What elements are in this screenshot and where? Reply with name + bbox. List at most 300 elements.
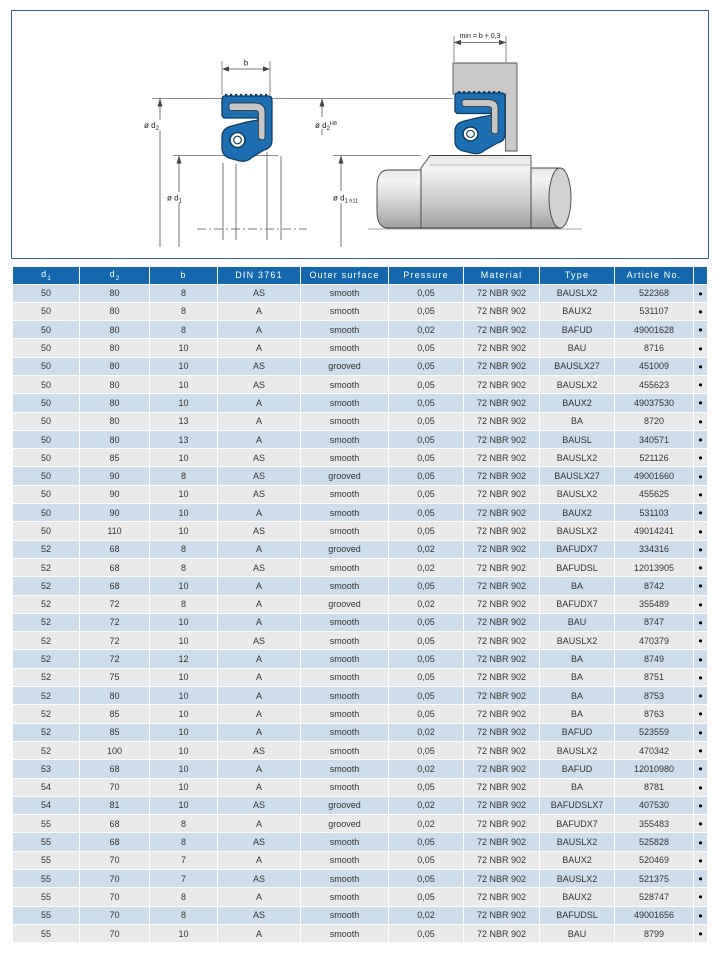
table-cell: 72 NBR 902 [464, 376, 539, 393]
table-cell: 85 [80, 705, 149, 722]
table-cell: BAFUDX7 [540, 541, 614, 558]
availability-dot: ● [694, 596, 707, 613]
table-cell: 8716 [615, 339, 693, 356]
table-cell: AS [218, 522, 300, 539]
availability-dot: ● [694, 504, 707, 521]
table-cell: smooth [301, 486, 388, 503]
table-cell: 8 [150, 596, 217, 613]
table-cell: smooth [301, 394, 388, 411]
table-row [13, 724, 707, 741]
table-cell: 52 [13, 650, 79, 667]
table-cell: 0,02 [389, 907, 463, 924]
table-cell: 72 NBR 902 [464, 614, 539, 631]
table-cell: 0,05 [389, 486, 463, 503]
table-cell: 13 [150, 431, 217, 448]
table-cell: 52 [13, 577, 79, 594]
arrow-icon [158, 99, 163, 107]
availability-dot: ● [694, 705, 707, 722]
table-cell: 455623 [615, 376, 693, 393]
table-cell: 80 [80, 413, 149, 430]
table-cell: 470379 [615, 632, 693, 649]
table-cell: 72 NBR 902 [464, 303, 539, 320]
table-cell: 52 [13, 687, 79, 704]
table-row [13, 339, 707, 356]
dim-label-d1h11: ø $d_1$ h11 [333, 193, 359, 205]
table-cell: 50 [13, 504, 79, 521]
table-cell: 12013905 [615, 559, 693, 576]
table-cell: AS [218, 833, 300, 850]
table-cell: 8 [150, 303, 217, 320]
table-cell: A [218, 413, 300, 430]
table-cell: 72 NBR 902 [464, 339, 539, 356]
table-cell: 72 NBR 902 [464, 650, 539, 667]
availability-dot: ● [694, 358, 707, 375]
table-cell: BAUSLX2 [540, 742, 614, 759]
table-cell: grooved [301, 541, 388, 558]
dim-label-min: min = b + 0,3 [459, 33, 501, 40]
table-cell: 80 [80, 303, 149, 320]
table-cell: smooth [301, 449, 388, 466]
table-cell: BAU [540, 339, 614, 356]
table-cell: 0,05 [389, 650, 463, 667]
table-cell: grooved [301, 596, 388, 613]
table-cell: 110 [80, 522, 149, 539]
availability-dot: ● [694, 724, 707, 741]
table-cell: BAFUDX7 [540, 596, 614, 613]
column-header [694, 267, 707, 284]
table-cell: 72 NBR 902 [464, 760, 539, 777]
table-cell: 72 [80, 650, 149, 667]
table-row [13, 907, 707, 924]
table-cell: BAUSLX2 [540, 632, 614, 649]
table-cell: 10 [150, 742, 217, 759]
availability-dot: ● [694, 339, 707, 356]
table-cell: 49001660 [615, 467, 693, 484]
table-cell: 50 [13, 358, 79, 375]
availability-dot: ● [694, 394, 707, 411]
table-cell: 0,05 [389, 852, 463, 869]
column-header: b [150, 267, 217, 284]
table-cell: 68 [80, 577, 149, 594]
table-cell: 8781 [615, 779, 693, 796]
table-cell: smooth [301, 321, 388, 338]
table-cell: 50 [13, 285, 79, 302]
table-cell: 72 NBR 902 [464, 358, 539, 375]
availability-dot: ● [694, 870, 707, 887]
table-cell: 52 [13, 596, 79, 613]
table-row [13, 541, 707, 558]
table-cell: BAU [540, 614, 614, 631]
seal-cross-section-left [222, 95, 272, 161]
availability-dot: ● [694, 413, 707, 430]
table-cell: 0,05 [389, 467, 463, 484]
table-cell: A [218, 779, 300, 796]
table-cell: BAUSL [540, 431, 614, 448]
table-cell: 8 [150, 815, 217, 832]
table-row [13, 559, 707, 576]
table-cell: 75 [80, 669, 149, 686]
table-cell: A [218, 614, 300, 631]
table-row [13, 925, 707, 942]
table-cell: 72 NBR 902 [464, 577, 539, 594]
table-cell: 531107 [615, 303, 693, 320]
availability-dot: ● [694, 907, 707, 924]
availability-dot: ● [694, 577, 707, 594]
table-cell: smooth [301, 687, 388, 704]
table-cell: AS [218, 449, 300, 466]
table-cell: 72 NBR 902 [464, 705, 539, 722]
table-cell: 528747 [615, 888, 693, 905]
table-cell: smooth [301, 559, 388, 576]
table-cell: 0,05 [389, 705, 463, 722]
table-cell: BAFUDX7 [540, 815, 614, 832]
table-row [13, 669, 707, 686]
table-cell: grooved [301, 467, 388, 484]
table-cell: 10 [150, 687, 217, 704]
table-cell: 72 NBR 902 [464, 852, 539, 869]
table-cell: 52 [13, 669, 79, 686]
table-cell: 8 [150, 559, 217, 576]
table-cell: AS [218, 870, 300, 887]
table-cell: 0,05 [389, 687, 463, 704]
table-cell: 80 [80, 431, 149, 448]
table-cell: AS [218, 907, 300, 924]
table-cell: 72 NBR 902 [464, 522, 539, 539]
table-cell: 50 [13, 431, 79, 448]
table-cell: 70 [80, 779, 149, 796]
arrow-icon [454, 40, 461, 45]
table-cell: 7 [150, 870, 217, 887]
table-cell: 49001656 [615, 907, 693, 924]
table-cell: smooth [301, 522, 388, 539]
availability-dot: ● [694, 486, 707, 503]
table-cell: 49001628 [615, 321, 693, 338]
table-cell: 10 [150, 724, 217, 741]
table-cell: BAUX2 [540, 394, 614, 411]
column-header: Material [464, 267, 539, 284]
table-cell: BAUX2 [540, 504, 614, 521]
table-row [13, 888, 707, 905]
table-cell: 10 [150, 376, 217, 393]
table-cell: BAFUD [540, 760, 614, 777]
column-header: $d_1$ [13, 267, 79, 284]
table-cell: A [218, 541, 300, 558]
table-cell: BAUSLX2 [540, 449, 614, 466]
table-cell: BAUSLX27 [540, 467, 614, 484]
table-cell: 52 [13, 742, 79, 759]
table-cell: 10 [150, 669, 217, 686]
table-cell: 0,05 [389, 449, 463, 466]
table-cell: 10 [150, 760, 217, 777]
table-cell: smooth [301, 339, 388, 356]
table-cell: 0,05 [389, 431, 463, 448]
table-cell: 80 [80, 376, 149, 393]
table-cell: 81 [80, 797, 149, 814]
table-row [13, 394, 707, 411]
availability-dot: ● [694, 797, 707, 814]
table-cell: A [218, 669, 300, 686]
table-cell: smooth [301, 907, 388, 924]
table-row [13, 687, 707, 704]
table-cell: AS [218, 285, 300, 302]
table-cell: 72 NBR 902 [464, 486, 539, 503]
table-cell: 8 [150, 541, 217, 558]
table-cell: 68 [80, 760, 149, 777]
table-cell: 72 NBR 902 [464, 504, 539, 521]
garter-spring-core [467, 130, 475, 137]
table-cell: smooth [301, 285, 388, 302]
table-cell: 72 NBR 902 [464, 724, 539, 741]
table-cell: 50 [13, 339, 79, 356]
table-cell: 0,02 [389, 760, 463, 777]
availability-dot: ● [694, 522, 707, 539]
table-cell: 10 [150, 358, 217, 375]
arrow-icon [339, 156, 344, 164]
table-row [13, 760, 707, 777]
table-cell: 8 [150, 467, 217, 484]
table-cell: 8763 [615, 705, 693, 722]
table-row [13, 431, 707, 448]
table-cell: BAUX2 [540, 303, 614, 320]
table-cell: 455625 [615, 486, 693, 503]
table-row [13, 303, 707, 320]
arrow-icon [499, 40, 506, 45]
table-cell: AS [218, 358, 300, 375]
table-cell: 0,05 [389, 504, 463, 521]
arrow-icon [222, 66, 229, 71]
table-cell: 72 NBR 902 [464, 559, 539, 576]
table-cell: smooth [301, 632, 388, 649]
table-cell: 8 [150, 285, 217, 302]
table-cell: A [218, 577, 300, 594]
availability-dot: ● [694, 541, 707, 558]
arrow-icon [177, 156, 182, 164]
table-cell: BAUX2 [540, 888, 614, 905]
table-cell: 50 [13, 522, 79, 539]
column-header: Outer surface [301, 267, 388, 284]
table-cell: 72 NBR 902 [464, 632, 539, 649]
table-cell: AS [218, 559, 300, 576]
availability-dot: ● [694, 632, 707, 649]
table-cell: smooth [301, 779, 388, 796]
table-cell: smooth [301, 742, 388, 759]
table-cell: smooth [301, 303, 388, 320]
table-cell: 90 [80, 486, 149, 503]
table-cell: A [218, 303, 300, 320]
table-cell: 72 NBR 902 [464, 596, 539, 613]
table-cell: 72 NBR 902 [464, 742, 539, 759]
table-cell: 0,05 [389, 413, 463, 430]
table-cell: BA [540, 577, 614, 594]
table-cell: 80 [80, 339, 149, 356]
table-cell: 72 [80, 596, 149, 613]
availability-dot: ● [694, 669, 707, 686]
table-cell: BAFUD [540, 724, 614, 741]
availability-dot: ● [694, 815, 707, 832]
table-row [13, 358, 707, 375]
table-cell: AS [218, 632, 300, 649]
arrow-icon [320, 99, 325, 107]
table-cell: 525828 [615, 833, 693, 850]
arrow-icon [263, 66, 270, 71]
table-cell: 10 [150, 449, 217, 466]
table-cell: 72 NBR 902 [464, 321, 539, 338]
table-cell: 70 [80, 925, 149, 942]
table-cell: 0,05 [389, 614, 463, 631]
spec-table-container [12, 266, 708, 943]
table-cell: AS [218, 742, 300, 759]
table-cell: 12 [150, 650, 217, 667]
table-cell: 0,05 [389, 285, 463, 302]
table-cell: 407530 [615, 797, 693, 814]
table-cell: 470342 [615, 742, 693, 759]
table-cell: 0,05 [389, 888, 463, 905]
table-cell: 50 [13, 486, 79, 503]
right-view-installation [313, 33, 582, 247]
table-row [13, 614, 707, 631]
table-cell: 10 [150, 522, 217, 539]
table-cell: A [218, 705, 300, 722]
dim-label-d2: ø $d_2$ [144, 121, 159, 132]
table-cell: 10 [150, 925, 217, 942]
table-cell: smooth [301, 431, 388, 448]
shaft-3d [368, 156, 582, 230]
table-cell: 50 [13, 467, 79, 484]
table-cell: 0,05 [389, 358, 463, 375]
table-cell: 0,02 [389, 797, 463, 814]
table-cell: 52 [13, 559, 79, 576]
shaft-small-section [377, 170, 421, 228]
table-row [13, 413, 707, 430]
table-cell: 90 [80, 467, 149, 484]
table-cell: 520469 [615, 852, 693, 869]
table-cell: 68 [80, 559, 149, 576]
table-row [13, 577, 707, 594]
table-cell: AS [218, 467, 300, 484]
table-cell: 55 [13, 852, 79, 869]
table-cell: 52 [13, 724, 79, 741]
table-cell: BAUSLX2 [540, 376, 614, 393]
table-row [13, 449, 707, 466]
table-cell: 80 [80, 687, 149, 704]
availability-dot: ● [694, 925, 707, 942]
table-cell: BAUSLX27 [540, 358, 614, 375]
table-row [13, 522, 707, 539]
table-cell: 50 [13, 303, 79, 320]
table-cell: 72 [80, 614, 149, 631]
availability-dot: ● [694, 779, 707, 796]
table-cell: smooth [301, 724, 388, 741]
table-cell: 70 [80, 888, 149, 905]
table-cell: A [218, 504, 300, 521]
table-cell: 80 [80, 394, 149, 411]
table-cell: 10 [150, 705, 217, 722]
table-cell: A [218, 724, 300, 741]
table-row [13, 833, 707, 850]
spec-table [12, 266, 708, 943]
table-cell: smooth [301, 413, 388, 430]
table-cell: smooth [301, 669, 388, 686]
table-row [13, 632, 707, 649]
table-cell: 85 [80, 724, 149, 741]
table-row [13, 467, 707, 484]
table-cell: 72 NBR 902 [464, 687, 539, 704]
column-header: Article No. [615, 267, 693, 284]
table-cell: 68 [80, 815, 149, 832]
table-cell: grooved [301, 815, 388, 832]
table-cell: 100 [80, 742, 149, 759]
table-cell: 53 [13, 760, 79, 777]
availability-dot: ● [694, 650, 707, 667]
column-header: Type [540, 267, 614, 284]
table-cell: 72 NBR 902 [464, 394, 539, 411]
table-cell: 55 [13, 907, 79, 924]
table-cell: 0,05 [389, 577, 463, 594]
table-row [13, 870, 707, 887]
column-header: DIN 3761 [218, 267, 300, 284]
table-cell: 10 [150, 339, 217, 356]
table-cell: 52 [13, 632, 79, 649]
table-cell: AS [218, 486, 300, 503]
table-cell: 72 NBR 902 [464, 815, 539, 832]
table-cell: BA [540, 705, 614, 722]
table-cell: A [218, 394, 300, 411]
availability-dot: ● [694, 614, 707, 631]
table-row [13, 742, 707, 759]
table-cell: 50 [13, 449, 79, 466]
table-cell: 340571 [615, 431, 693, 448]
table-cell: 80 [80, 321, 149, 338]
table-cell: 0,05 [389, 339, 463, 356]
table-cell: smooth [301, 614, 388, 631]
table-cell: 0,05 [389, 742, 463, 759]
table-cell: smooth [301, 852, 388, 869]
table-row [13, 705, 707, 722]
table-cell: AS [218, 376, 300, 393]
table-cell: 0,05 [389, 669, 463, 686]
table-cell: 7 [150, 852, 217, 869]
table-cell: 10 [150, 632, 217, 649]
table-cell: A [218, 852, 300, 869]
table-cell: 80 [80, 285, 149, 302]
table-cell: 49014241 [615, 522, 693, 539]
table-body [13, 285, 707, 943]
table-cell: 0,05 [389, 833, 463, 850]
table-cell: A [218, 650, 300, 667]
availability-dot: ● [694, 449, 707, 466]
table-cell: 355489 [615, 596, 693, 613]
table-cell: 52 [13, 614, 79, 631]
table-cell: 10 [150, 504, 217, 521]
dim-label-d1: ø $d_1$ [167, 193, 182, 205]
table-cell: 355483 [615, 815, 693, 832]
availability-dot: ● [694, 888, 707, 905]
availability-dot: ● [694, 321, 707, 338]
table-cell: 8720 [615, 413, 693, 430]
table-cell: 8747 [615, 614, 693, 631]
drawing-frame [12, 11, 709, 259]
table-cell: A [218, 596, 300, 613]
table-cell: 8 [150, 833, 217, 850]
table-cell: 72 NBR 902 [464, 449, 539, 466]
table-cell: 54 [13, 779, 79, 796]
seal-installed-right [455, 92, 505, 154]
table-cell: smooth [301, 650, 388, 667]
left-view-cross-section [142, 59, 307, 248]
table-cell: BAFUDSL [540, 907, 614, 924]
table-cell: smooth [301, 376, 388, 393]
table-cell: 0,05 [389, 303, 463, 320]
